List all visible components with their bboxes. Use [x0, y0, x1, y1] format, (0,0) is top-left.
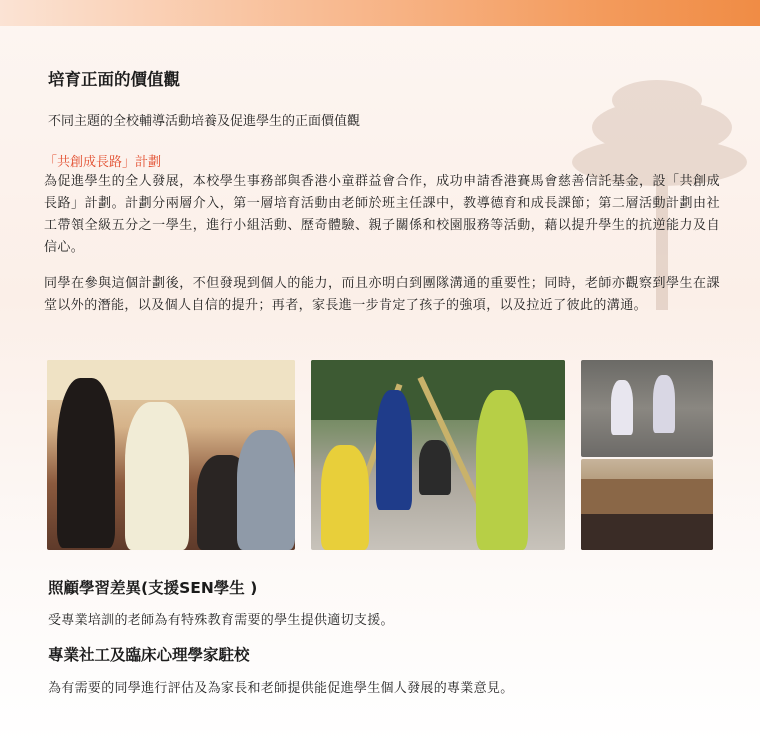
- group-photo: [581, 459, 713, 550]
- program-title: 「共創成長路」計劃: [44, 155, 162, 170]
- program-paragraph-1: 為促進學生的全人發展，本校學生事務部與香港小童群益會合作，成功申請香港賽馬會慈善信託基金，設「共創成長路」計劃。計劃分兩層介入，第一層培育活動由老師於班主任課中，教導德育和成長課節；第二層活動計劃由社工帶領全級五分之一學生，進行小組活動、歷奇體驗、親子關係和校園服務等活動，藉以提升學生的抗逆能力及自信心。: [44, 174, 720, 255]
- elderly-home-visit-photo: [47, 360, 295, 550]
- social-worker-heading: 專業社工及臨床心理學家駐校: [48, 646, 250, 664]
- teamwork-bamboo-activity-photo: [311, 360, 565, 550]
- page-title: 培育正面的價值觀: [48, 70, 180, 89]
- page-subtitle: 不同主題的全校輔導活動培養及促進學生的正面價值觀: [48, 114, 361, 129]
- top-banner: [0, 0, 760, 26]
- sen-support-heading: 照顧學習差異(支援SEN學生 ): [48, 579, 258, 597]
- rock-climbing-photo: [581, 360, 713, 457]
- sen-support-text: 受專業培訓的老師為有特殊教育需要的學生提供適切支援。: [48, 613, 394, 628]
- program-paragraph-2: 同學在參與這個計劃後，不但發現到個人的能力，而且亦明白到團隊溝通的重要性；同時，老師亦觀察到學生在課堂以外的潛能，以及個人自信的提升；再者，家長進一步肯定了孩子的強項，以及拉近了彼此的溝通。: [44, 276, 720, 313]
- social-worker-text: 為有需要的同學進行評估及為家長和老師提供能促進學生個人發展的專業意見。: [48, 681, 514, 696]
